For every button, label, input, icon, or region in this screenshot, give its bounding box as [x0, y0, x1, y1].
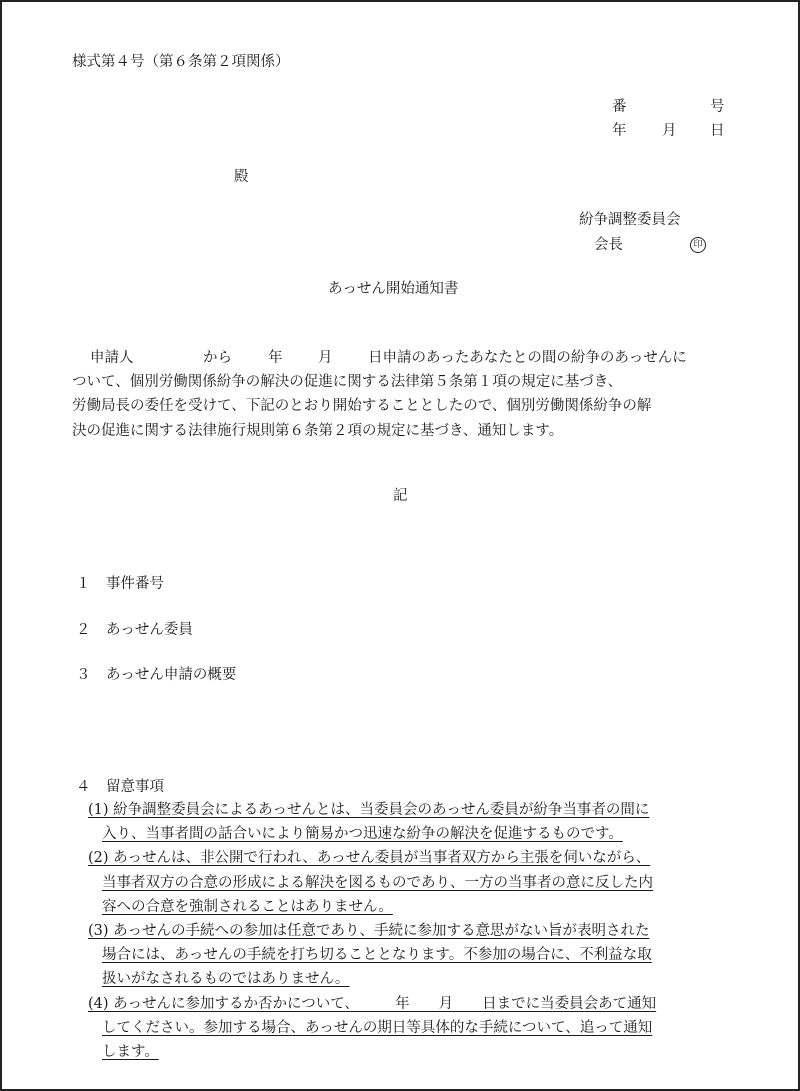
- note-2-line-2: 当事者双方の合意の形成による解決を図るものであり、一方の当事者の意に反した内: [102, 874, 653, 891]
- item-3-label: あっせん申請の概要: [106, 667, 237, 683]
- item-2-number: ２: [76, 622, 91, 638]
- note-item: [88, 798, 732, 846]
- body-line1-rest: 日申請のあったあなたとの間の紛争のあっせんに: [368, 350, 687, 366]
- body-applicant: 申請人: [90, 350, 134, 366]
- note-3-line-1: (3) あっせんの手続への参加は任意であり、手続に参加する意思がない旨が表明された: [88, 923, 650, 940]
- item-2-label: あっせん委員: [106, 622, 193, 638]
- note-1-line-2: 入り、当事者間の話合いにより簡易かつ迅速な紛争の解決を促進するものです。: [102, 826, 623, 843]
- item-1-number: １: [76, 576, 91, 592]
- body-line3: 労働局長の委任を受けて、下記のとおり開始することとしたので、個別労働関係紛争の解: [72, 398, 652, 414]
- seal-icon: 印: [690, 237, 706, 253]
- note-3-line-3: 扱いがなされるものではありません。: [102, 971, 350, 988]
- note-4-line-3: します。: [102, 1044, 159, 1061]
- body-month: 月: [318, 350, 333, 366]
- item-4-number: ４: [76, 779, 91, 795]
- note-4-line-2: してください。参加する場合、あっせんの期日等具体的な手続について、追って通知: [102, 1019, 653, 1036]
- sender-title: 会長: [594, 237, 623, 253]
- seal-mark: [690, 235, 706, 255]
- form-label: 様式第４号（第６条第２項関係）: [72, 54, 290, 70]
- number-label-left: 番: [612, 99, 627, 115]
- item-1-label: 事件番号: [106, 576, 164, 592]
- note-4-line-1: (4) あっせんに参加するか否かについて、 年 月 日までに当委員会あて通知: [88, 995, 657, 1012]
- ki-heading: 記: [393, 488, 408, 504]
- body-line4: 決の促進に関する法律施行規則第６条第２項の規定に基づき、通知します。: [72, 423, 564, 439]
- date-year-label: 年: [612, 123, 627, 139]
- note-item: [88, 846, 732, 919]
- body-year: 年: [268, 350, 283, 366]
- note-2-line-1: (2) あっせんは、非公開で行われ、あっせん委員が当事者双方から主張を伺いながら、: [88, 850, 651, 867]
- note-item: [88, 992, 732, 1065]
- date-day-label: 日: [710, 123, 725, 139]
- notes-list: [88, 798, 732, 1064]
- item-4-label: 留意事項: [106, 779, 164, 795]
- body-from: から: [203, 350, 232, 366]
- body-line2: ついて、個別労働関係紛争の解決の促進に関する法律第５条第１項の規定に基づき、: [72, 374, 623, 390]
- doc-title: あっせん開始通知書: [328, 281, 459, 297]
- date-month-label: 月: [662, 123, 677, 139]
- note-item: [88, 919, 732, 992]
- sender-org: 紛争調整委員会: [579, 212, 681, 228]
- note-1-line-1: (1) 紛争調整委員会によるあっせんとは、当委員会のあっせん委員が紛争当事者の間に: [88, 802, 650, 818]
- addressee-suffix: 殿: [234, 169, 249, 185]
- note-3-line-2: 場合には、あっせんの手続を打ち切ることとなります。不参加の場合に、不利益な取: [102, 947, 652, 964]
- note-2-line-3: 容への合意を強制されることはありません。: [102, 898, 393, 915]
- item-3-number: ３: [76, 667, 91, 683]
- number-label-right: 号: [710, 99, 725, 115]
